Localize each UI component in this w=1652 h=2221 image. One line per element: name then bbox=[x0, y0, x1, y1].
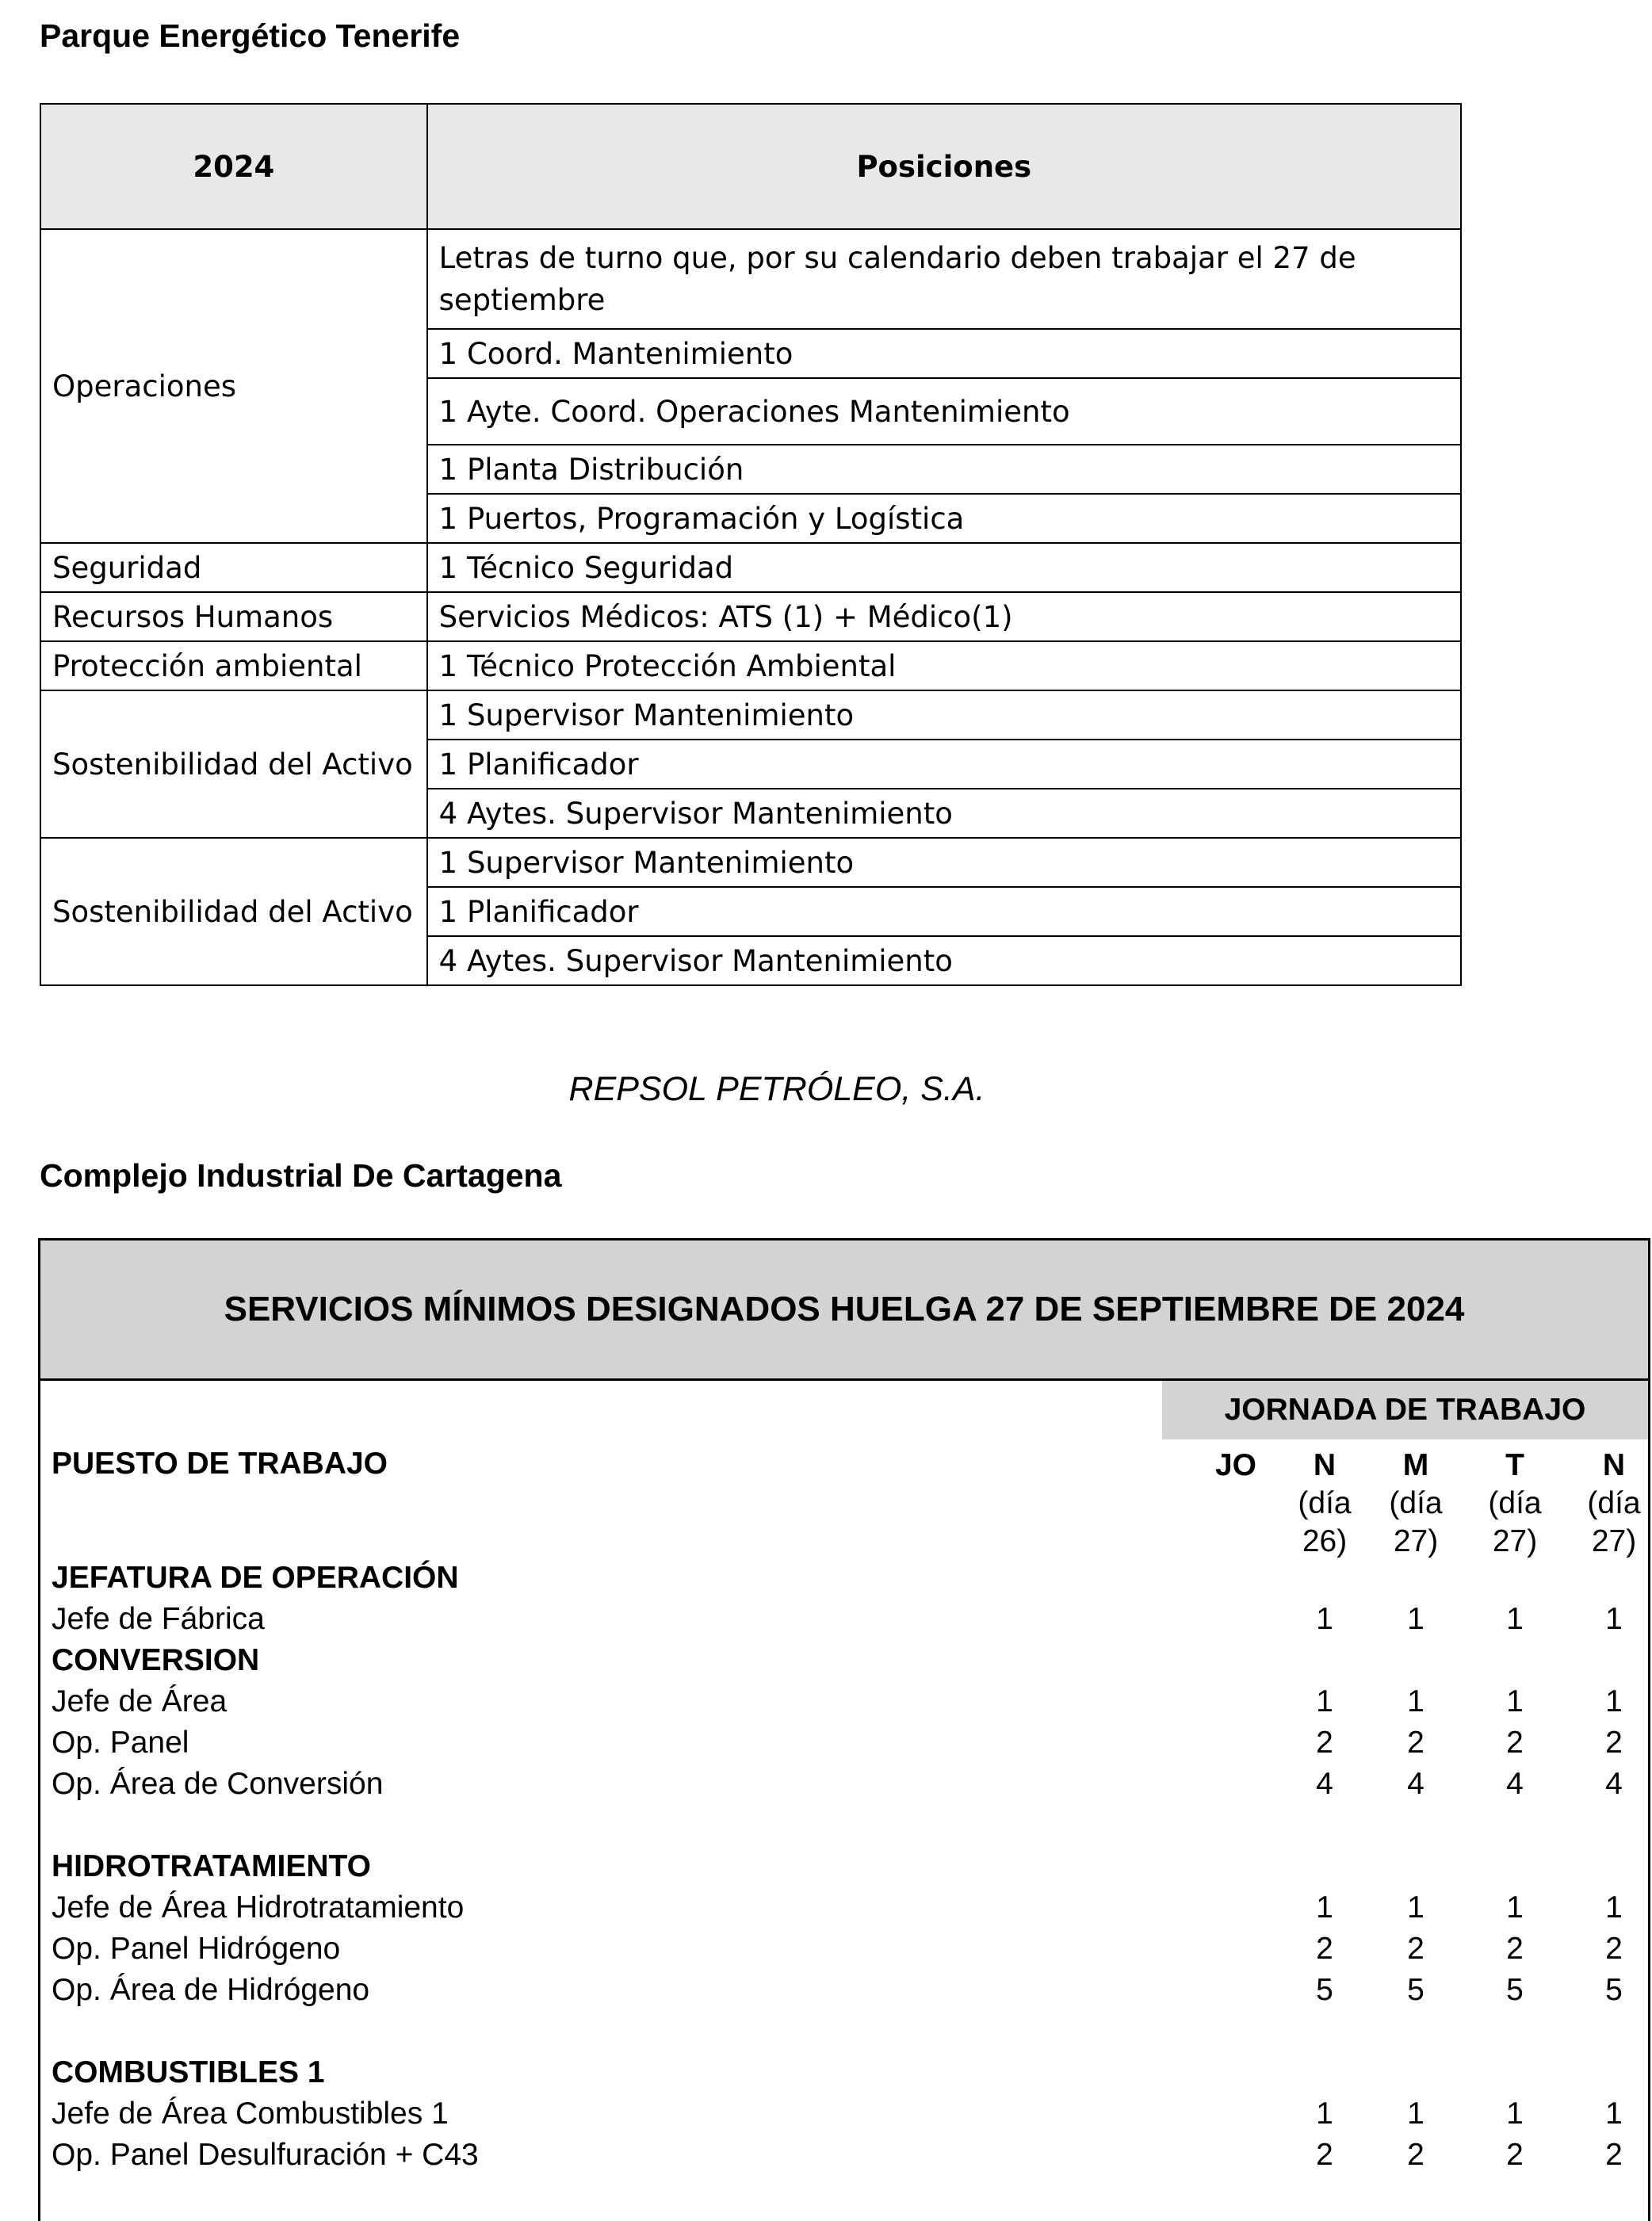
title-tenerife: Parque Energético Tenerife bbox=[40, 17, 461, 54]
position-cell: Servicios Médicos: ATS (1) + Médico(1) bbox=[427, 592, 1461, 641]
value-cell: 1 bbox=[1605, 2097, 1623, 2131]
value-cell: 2 bbox=[1407, 1726, 1424, 1760]
value-cell: 1 bbox=[1316, 1890, 1333, 1925]
position-cell: 1 Ayte. Coord. Operaciones Mantenimiento bbox=[427, 378, 1461, 445]
puesto-header: PUESTO DE TRABAJO bbox=[52, 1447, 388, 1481]
puesto-label: Op. Área de Conversión bbox=[52, 1767, 384, 1801]
puesto-label: Jefe de Fábrica bbox=[52, 1602, 265, 1636]
value-cell: 2 bbox=[1316, 2138, 1333, 2172]
value-cell: 4 bbox=[1506, 1767, 1524, 1801]
shift-header bbox=[1471, 1447, 1558, 1561]
shift-header-line2: (día bbox=[1389, 1486, 1443, 1520]
position-cell: 1 Coord. Mantenimiento bbox=[427, 329, 1461, 378]
position-cell: Letras de turno que, por su calendario deben trabajar el 27 de septiembre bbox=[427, 229, 1461, 329]
area-cell: Operaciones bbox=[40, 229, 427, 543]
area-cell: Protección ambiental bbox=[40, 641, 427, 690]
puesto-label: Jefe de Área bbox=[52, 1684, 228, 1718]
value-cell: 2 bbox=[1407, 1932, 1424, 1966]
shift-header-line2: (día bbox=[1488, 1486, 1542, 1520]
shift-header-code: T bbox=[1505, 1448, 1524, 1482]
puesto-label: Op. Panel bbox=[52, 1726, 189, 1760]
value-cell: 2 bbox=[1407, 2138, 1424, 2172]
section-label: COMBUSTIBLES 1 bbox=[52, 2055, 325, 2089]
position-cell: 4 Aytes. Supervisor Mantenimiento bbox=[427, 936, 1461, 985]
puesto-label: Op. Área de Hidrógeno bbox=[52, 1973, 370, 2007]
table-row bbox=[40, 1764, 1648, 1805]
value-cell: 2 bbox=[1506, 1932, 1524, 1966]
title-cartagena: Complejo Industrial De Cartagena bbox=[40, 1157, 562, 1194]
value-cell: 1 bbox=[1506, 1602, 1524, 1636]
value-cell: 5 bbox=[1605, 1973, 1623, 2007]
shift-header-line2: (día bbox=[1298, 1486, 1352, 1520]
value-cell: 1 bbox=[1407, 2097, 1424, 2131]
shift-header bbox=[1372, 1447, 1459, 1561]
area-cell: Sostenibilidad del Activo bbox=[40, 690, 427, 838]
value-cell: 2 bbox=[1605, 2138, 1623, 2172]
value-cell: 1 bbox=[1605, 1602, 1623, 1636]
table-row bbox=[40, 641, 1461, 690]
value-cell: 5 bbox=[1506, 1973, 1524, 2007]
section-row bbox=[40, 1558, 1648, 1599]
table-row bbox=[40, 1681, 1648, 1722]
table-row bbox=[40, 1722, 1648, 1764]
value-cell: 1 bbox=[1316, 1602, 1333, 1636]
table-header-banner: SERVICIOS MÍNIMOS DESIGNADOS HUELGA 27 DE SEPTIEMBRE DE 2024 bbox=[40, 1240, 1648, 1381]
value-cell: 1 bbox=[1407, 1890, 1424, 1925]
position-cell: 1 Técnico Seguridad bbox=[427, 543, 1461, 592]
spacer-row bbox=[40, 2011, 1648, 2052]
shift-header-code: N bbox=[1313, 1448, 1337, 1482]
area-cell: Sostenibilidad del Activo bbox=[40, 838, 427, 985]
value-cell: 1 bbox=[1407, 1684, 1424, 1718]
position-cell: 4 Aytes. Supervisor Mantenimiento bbox=[427, 789, 1461, 838]
position-cell: 1 Planificador bbox=[427, 740, 1461, 789]
value-cell: 1 bbox=[1407, 1602, 1424, 1636]
value-cell: 5 bbox=[1407, 1973, 1424, 2007]
position-cell: 1 Supervisor Mantenimiento bbox=[427, 690, 1461, 740]
spacer-row bbox=[40, 1805, 1648, 1846]
company-name: REPSOL PETRÓLEO, S.A. bbox=[568, 1070, 985, 1108]
value-cell: 2 bbox=[1316, 1932, 1333, 1966]
puesto-label: Jefe de Área Combustibles 1 bbox=[52, 2097, 449, 2131]
table-header-row bbox=[40, 104, 1461, 229]
shift-header-code: M bbox=[1402, 1448, 1429, 1482]
puesto-label: Op. Panel Desulfuración + C43 bbox=[52, 2138, 479, 2172]
table-row bbox=[40, 690, 1461, 740]
position-cell: 1 Supervisor Mantenimiento bbox=[427, 838, 1461, 887]
value-cell: 1 bbox=[1316, 1684, 1333, 1718]
table-row bbox=[40, 2093, 1648, 2135]
header-year: 2024 bbox=[40, 104, 427, 229]
value-cell: 2 bbox=[1316, 1726, 1333, 1760]
position-cell: 1 Planta Distribución bbox=[427, 445, 1461, 494]
table-row bbox=[40, 1929, 1648, 1970]
value-cell: 5 bbox=[1316, 1973, 1333, 2007]
shift-header-line2: (día bbox=[1587, 1486, 1641, 1520]
area-cell: Seguridad bbox=[40, 543, 427, 592]
shift-header bbox=[1192, 1447, 1279, 1485]
section-row bbox=[40, 1640, 1648, 1681]
position-cell: 1 Técnico Protección Ambiental bbox=[427, 641, 1461, 690]
shift-header-line3: 27) bbox=[1393, 1524, 1439, 1558]
table-row bbox=[40, 543, 1461, 592]
position-cell: 1 Puertos, Programación y Logística bbox=[427, 494, 1461, 543]
table-row bbox=[40, 2135, 1648, 2176]
value-cell: 2 bbox=[1506, 1726, 1524, 1760]
value-cell: 4 bbox=[1605, 1767, 1623, 1801]
table-row bbox=[40, 1887, 1648, 1929]
puesto-label: Op. Panel Hidrógeno bbox=[52, 1932, 341, 1966]
table-cartagena bbox=[38, 1238, 1650, 2221]
section-label: JEFATURA DE OPERACIÓN bbox=[52, 1561, 459, 1595]
section-row bbox=[40, 1846, 1648, 1887]
table-row bbox=[40, 229, 1461, 329]
shift-header-code: JO bbox=[1214, 1448, 1257, 1482]
value-cell: 1 bbox=[1506, 1684, 1524, 1718]
shift-header-line3: 26) bbox=[1302, 1524, 1348, 1558]
table-row bbox=[40, 1970, 1648, 2011]
shift-header-code: N bbox=[1602, 1448, 1626, 1482]
value-cell: 1 bbox=[1506, 2097, 1524, 2131]
value-cell: 1 bbox=[1605, 1890, 1623, 1925]
position-cell: 1 Planificador bbox=[427, 887, 1461, 936]
value-cell: 1 bbox=[1316, 2097, 1333, 2131]
value-cell: 4 bbox=[1316, 1767, 1333, 1801]
area-cell: Recursos Humanos bbox=[40, 592, 427, 641]
value-cell: 4 bbox=[1407, 1767, 1424, 1801]
value-cell: 2 bbox=[1506, 2138, 1524, 2172]
table-tenerife bbox=[40, 103, 1462, 986]
section-label: CONVERSION bbox=[52, 1643, 260, 1677]
table-row bbox=[40, 592, 1461, 641]
shift-header bbox=[1570, 1447, 1652, 1561]
value-cell: 1 bbox=[1506, 1890, 1524, 1925]
section-row bbox=[40, 2052, 1648, 2093]
shift-header-line3: 27) bbox=[1591, 1524, 1637, 1558]
header-positions: Posiciones bbox=[427, 104, 1461, 229]
section-label: HIDROTRATAMIENTO bbox=[52, 1849, 371, 1883]
table-row bbox=[40, 1599, 1648, 1640]
puesto-label: Jefe de Área Hidrotratamiento bbox=[52, 1890, 465, 1925]
value-cell: 1 bbox=[1605, 1684, 1623, 1718]
value-cell: 2 bbox=[1605, 1932, 1623, 1966]
shift-header bbox=[1281, 1447, 1368, 1561]
table-row bbox=[40, 838, 1461, 887]
value-cell: 2 bbox=[1605, 1726, 1623, 1760]
shift-header-line3: 27) bbox=[1492, 1524, 1538, 1558]
jornada-header: JORNADA DE TRABAJO bbox=[1162, 1381, 1648, 1439]
